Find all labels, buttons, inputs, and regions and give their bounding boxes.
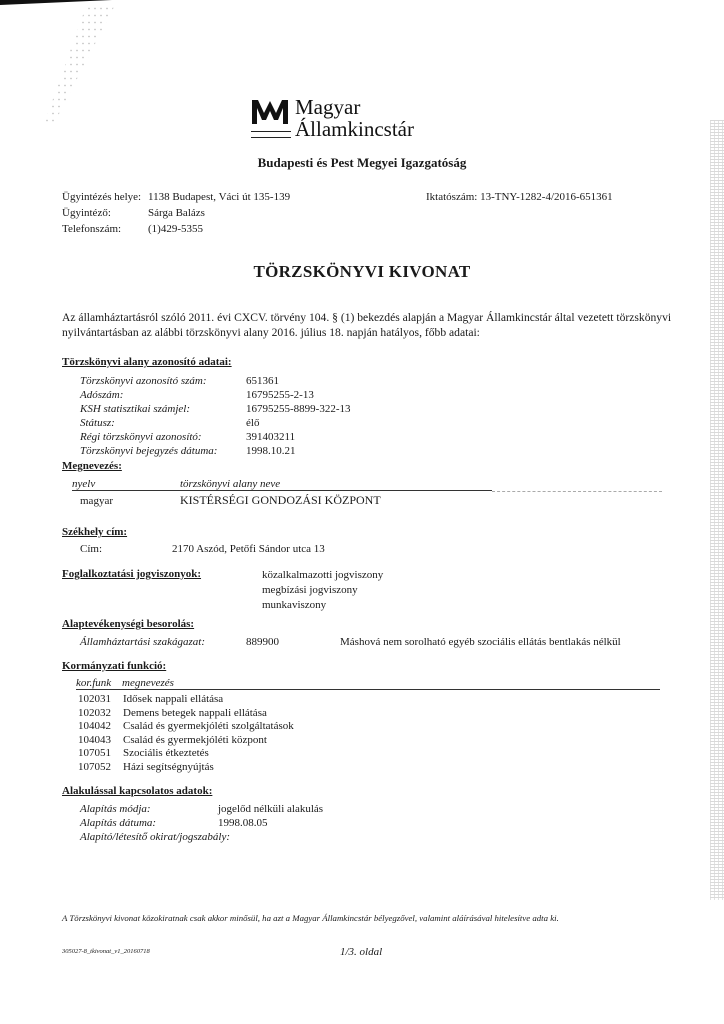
identifiers-list <box>80 374 351 458</box>
gov-function-col-name: megnevezés <box>122 677 174 689</box>
identifier-value: 651361 <box>246 375 279 387</box>
naming-heading: Megnevezés: <box>62 460 122 472</box>
intro-paragraph: Az államháztartásról szóló 2011. évi CXCV. törvény 104. § (1) bekezdés alapján a Magyar Államkincstár által vezetett törzskönyvi nyilvántartásban az alábbi törzskönyvi alany 2016. július 18. napján hatályos, főbb adatai: <box>62 311 672 339</box>
identifier-label: Régi törzskönyvi azonosító: <box>80 431 202 443</box>
identifier-row <box>80 402 351 416</box>
identifier-row <box>80 416 351 430</box>
basic-activity-heading: Alaptevékenységi besorolás: <box>62 618 195 630</box>
scan-corner-artifact <box>0 0 112 5</box>
gov-function-code: 107051 <box>78 747 111 759</box>
logo-wordmark <box>295 96 414 140</box>
gov-function-row <box>78 734 294 748</box>
logo-lines <box>251 131 291 138</box>
place-value: 1138 Budapest, Váci út 135-139 <box>148 191 291 203</box>
identifier-value: 16795255-8899-322-13 <box>246 403 351 415</box>
naming-header-line-tail <box>492 491 662 492</box>
phone-label: Telefonszám: <box>62 223 122 235</box>
logo-line1: Magyar <box>295 95 361 119</box>
seat-value: 2170 Aszód, Petőfi Sándor utca 13 <box>172 543 325 555</box>
identifier-value: 16795255-2-13 <box>246 389 314 401</box>
reference-number <box>426 189 613 205</box>
entity-name: KISTÉRSÉGI GONDOZÁSI KÖZPONT <box>180 493 381 507</box>
gov-function-row <box>78 747 294 761</box>
basic-activity-code: 889900 <box>246 636 279 648</box>
gov-function-code: 104043 <box>78 733 111 746</box>
page-number: 1/3. oldal <box>340 946 383 958</box>
identifier-row <box>80 388 351 402</box>
naming-row <box>80 494 381 509</box>
clerk-label: Ügyintéző: <box>62 207 111 219</box>
seat-row <box>80 542 325 556</box>
naming-col-language: nyelv <box>72 478 96 490</box>
file-identifier: 305027-8_tkivonat_v1_20160718 <box>62 948 150 955</box>
identifier-row <box>80 444 351 458</box>
identifier-row <box>80 374 351 388</box>
basic-activity-description: Máshová nem sorolható egyéb szociális ellátás bentlakás nélkül <box>340 636 621 648</box>
identifier-label: Státusz: <box>80 417 115 429</box>
founding-label: Alapítás dátuma: <box>80 817 157 829</box>
case-meta <box>62 189 290 237</box>
founding-heading: Alakulással kapcsolatos adatok: <box>62 785 213 797</box>
gov-function-col-code: kor.funk <box>76 677 112 689</box>
scan-edge-artifact <box>710 120 724 900</box>
magyar-allamkincstar-logo-icon <box>251 98 289 124</box>
basic-activity-row <box>80 635 621 649</box>
identifier-value: élő <box>246 417 260 429</box>
legal-note: A Törzskönyvi kivonat közokiratnak csak akkor minősül, ha azt a Magyar Államkincstár bélyegzővel, valamint aláírásával hitelesítve adta ki. <box>62 913 559 923</box>
scan-speckle-artifact <box>20 5 115 125</box>
seat-heading: Székhely cím: <box>62 526 128 538</box>
identifier-value: 391403211 <box>246 431 296 443</box>
naming-table-header <box>72 478 492 491</box>
clerk-value: Sárga Balázs <box>148 207 205 219</box>
naming-col-name: törzskönyvi alany neve <box>180 478 281 490</box>
founding-row <box>80 830 323 844</box>
employment-heading: Foglalkoztatási jogviszonyok: <box>62 568 202 580</box>
gov-function-heading: Kormányzati funkció: <box>62 660 167 672</box>
gov-function-rows <box>78 693 294 774</box>
founding-label: Alapítás módja: <box>80 803 151 815</box>
ref-value: 13-TNY-1282-4/2016-651361 <box>480 191 613 203</box>
employment-item: munkaviszony <box>262 599 327 611</box>
employment-item: megbízási jogviszony <box>262 584 358 596</box>
founding-label: Alapító/létesítő okirat/jogszabály: <box>80 831 231 843</box>
employment-item: közalkalmazotti jogviszony <box>262 569 384 581</box>
gov-function-name: Demens betegek nappali ellátása <box>123 706 267 719</box>
ref-label: Iktatószám: <box>426 191 478 203</box>
identifier-label: KSH statisztikai számjel: <box>80 403 191 415</box>
identifier-row <box>80 430 351 444</box>
founding-row <box>80 816 323 830</box>
identifier-label: Törzskönyvi bejegyzés dátuma: <box>80 445 218 457</box>
gov-function-name: Szociális étkeztetés <box>123 747 209 759</box>
gov-function-name: Házi segítségnyújtás <box>123 760 214 773</box>
gov-function-code: 102032 <box>78 706 111 719</box>
gov-function-row <box>78 720 294 734</box>
founding-list <box>80 802 323 844</box>
office-name: Budapesti és Pest Megyei Igazgatóság <box>257 155 467 170</box>
gov-function-row <box>78 693 294 707</box>
basic-activity-label: Államháztartási szakágazat: <box>80 636 205 648</box>
gov-function-name: Idősek nappali ellátása <box>123 693 224 705</box>
seat-label: Cím: <box>80 543 103 555</box>
naming-language: magyar <box>80 495 113 507</box>
gov-function-code: 102031 <box>78 693 111 705</box>
logo-line2: Államkincstár <box>295 117 414 141</box>
gov-function-row <box>78 707 294 721</box>
place-label: Ügyintézés helye: <box>62 191 142 203</box>
phone-value: (1)429-5355 <box>148 223 203 235</box>
identifier-label: Adószám: <box>80 389 124 401</box>
gov-function-name: Család és gyermekjóléti szolgáltatások <box>123 720 294 732</box>
gov-function-table-header <box>76 677 660 690</box>
identifier-value: 1998.10.21 <box>246 445 296 457</box>
founding-value: jogelőd nélküli alakulás <box>218 803 324 815</box>
identifier-label: Törzskönyvi azonosító szám: <box>80 375 207 387</box>
founding-value: 1998.08.05 <box>218 817 268 829</box>
gov-function-row <box>78 761 294 775</box>
gov-function-code: 107052 <box>78 760 111 773</box>
gov-function-code: 104042 <box>78 720 111 732</box>
gov-function-name: Család és gyermekjóléti központ <box>123 733 267 746</box>
document-title: TÖRZSKÖNYVI KIVONAT <box>253 262 471 281</box>
employment-list <box>262 568 383 613</box>
identifiers-heading: Törzskönyvi alany azonosító adatai: <box>62 356 232 368</box>
founding-row <box>80 802 323 816</box>
